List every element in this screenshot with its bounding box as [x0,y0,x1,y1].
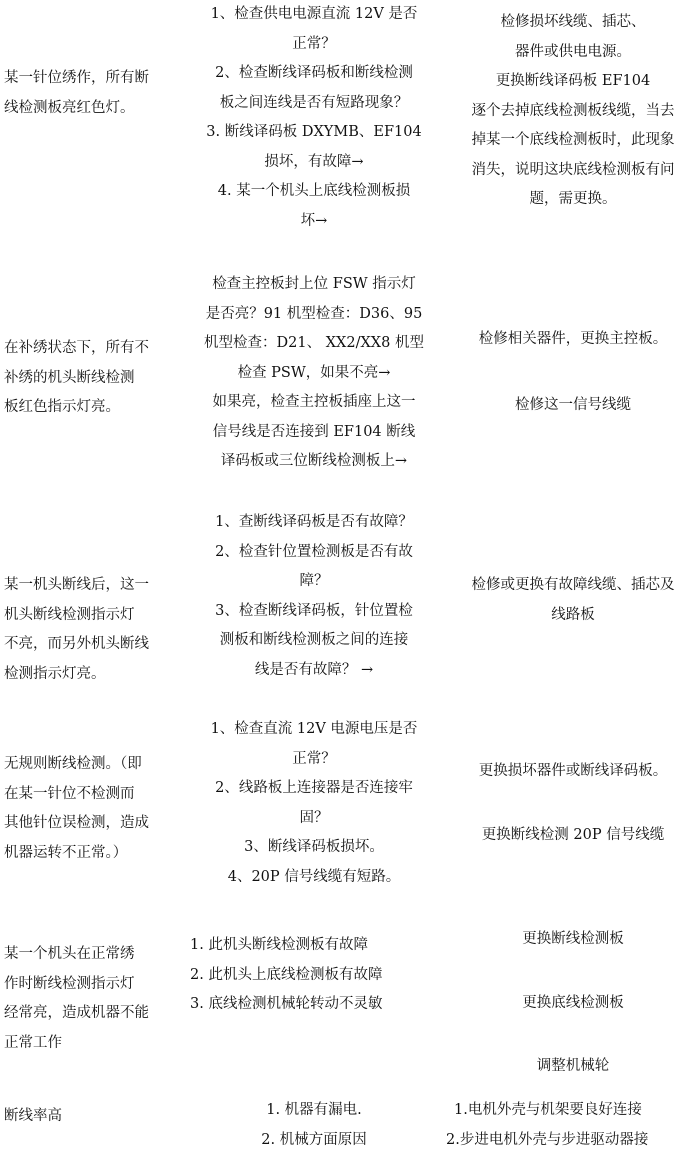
check-line: 2、检查针位置检测板是否有故 [215,543,413,560]
symptom-line: 补绣的机头断线检测 [4,369,135,386]
check-line: 1、检查直流 12V 电源电压是否 [210,721,418,737]
check-cell [186,931,442,1020]
symptom-line: 某一针位绣作，所有断 [4,70,149,86]
check-line: 损坏，有故障→ [264,153,364,170]
check-line: 正常？ [292,750,336,767]
fix-line: 题，需更换。 [529,191,617,207]
symptom-cell [4,940,184,1058]
symptom-line: 在补绣状态下，所有不 [4,340,149,356]
fix-line: 器件或供电电源。 [515,43,631,60]
fix-line: 1.电机外壳与机架要良好连接 [454,1102,642,1118]
check-line: 测板和断线检测板之间的连接 [219,632,409,648]
check-line: 译码板或三位断线检测板上→ [220,453,408,469]
check-cell [186,715,442,892]
fix-line: 逐个去掉底线检测板线缆，当去 [471,102,675,119]
check-line: 是否亮？91 机型检查：D36、95 [205,305,423,322]
check-line: 3、检查断线译码板，针位置检 [215,602,413,619]
check-line: 检查主控板封上位 FSW 指示灯 [212,276,416,292]
fix-line: 检修这一信号线缆 [515,396,631,413]
check-line: 正常？ [292,35,336,52]
fix-line: 更换损坏器件或断线译码板。 [478,763,668,779]
fix-line: 2.步进电机外壳与步进驱动器接 [446,1131,649,1148]
check-line: 障？ [299,573,329,589]
fix-line: 检修相关器件，更换主控板。 [478,331,668,347]
check-line: 3. 断线译码板 DXYMB、EF104 [206,124,422,140]
symptom-line: 检测指示灯亮。 [4,665,106,682]
check-line: 3. 底线检测机械轮转动不灵敏 [190,996,383,1012]
check-line: 线是否有故障？ → [254,661,374,678]
fix-line: 检修或更换有故障线缆、插芯及 [471,577,675,593]
fix-cell [446,8,700,215]
symptom-cell [4,1102,184,1132]
fix-cell [446,325,700,420]
symptom-line: 机器运转不正常。） [4,844,128,861]
check-cell [186,1096,442,1155]
symptom-line: 正常工作 [4,1034,62,1051]
check-line: 机型检查：D21、 XX2/XX8 机型 [204,335,424,351]
check-line: 检查 PSW，如果不亮→ [237,364,391,381]
symptom-line: 某一个机头在正常绣 [4,946,135,962]
check-line: 坏→ [300,212,328,229]
check-line: 4. 某一个机头上底线检测板损 [217,183,411,199]
check-line: 2. 机械方面原因 [261,1131,367,1148]
check-line: 1. 机器有漏电. [266,1102,362,1118]
check-cell [186,508,442,685]
fix-line: 更换断线检测 20P 信号线缆 [481,826,665,843]
check-line: 2、检查断线译码板和断线检测 [215,65,413,81]
symptom-line: 无规则断线检测。（即 [4,756,142,772]
check-line: 1、查断线译码板是否有故障？ [215,514,413,530]
symptom-line: 在某一针位不检测而 [4,785,135,802]
symptom-line: 线检测板亮红色灯。 [4,99,135,116]
fix-line: 更换断线译码板 EF104 [495,73,651,89]
check-cell [186,270,442,477]
check-line: 固？ [299,809,329,826]
symptom-line: 经常亮，造成机器不能 [4,1005,149,1021]
fix-line: 消失，说明这块底线检测板有问 [471,161,675,178]
check-line: 1、检查供电电源直流 12V 是否 [210,6,418,22]
symptom-line: 某一机头断线后，这一 [4,577,149,593]
fix-line: 检修损坏线缆、插芯、 [500,14,646,30]
fix-line: 更换底线检测板 [522,994,624,1011]
check-line: 板之间连线是否有短路现象？ [219,94,409,111]
symptom-line: 其他针位误检测，造成 [4,815,149,831]
symptom-line: 作时断线检测指示灯 [4,975,135,992]
symptom-line: 机头断线检测指示灯 [4,606,135,623]
fix-line: 线路板 [551,606,595,623]
check-line: 4、20P 信号线缆有短路。 [227,868,401,885]
fix-line: 更换断线检测板 [522,931,624,947]
symptom-line: 不亮，而另外机头断线 [4,636,149,652]
check-line: 2. 此机头上底线检测板有故障 [190,966,383,983]
symptom-line: 断线率高 [4,1108,62,1124]
fix-line: 调整机械轮 [536,1058,610,1074]
check-line: 如果亮，检查主控板插座上这一 [212,394,416,410]
check-line: 3、断线译码板损坏。 [244,839,384,855]
symptom-cell [4,334,184,423]
fix-cell [446,571,700,630]
check-cell [186,0,442,236]
symptom-line: 板红色指示灯亮。 [4,399,120,415]
symptom-cell [4,750,184,868]
symptom-cell [4,571,184,689]
fix-cell [446,1096,700,1155]
fix-cell [446,757,700,850]
check-line: 信号线是否连接到 EF104 断线 [212,423,416,440]
fix-line: 掉某一个底线检测板时，此现象 [471,132,675,148]
fix-cell [446,925,700,1082]
symptom-cell [4,64,184,123]
check-line: 2、线路板上连接器是否连接牢 [215,780,413,796]
check-line: 1. 此机头断线检测板有故障 [190,937,368,953]
